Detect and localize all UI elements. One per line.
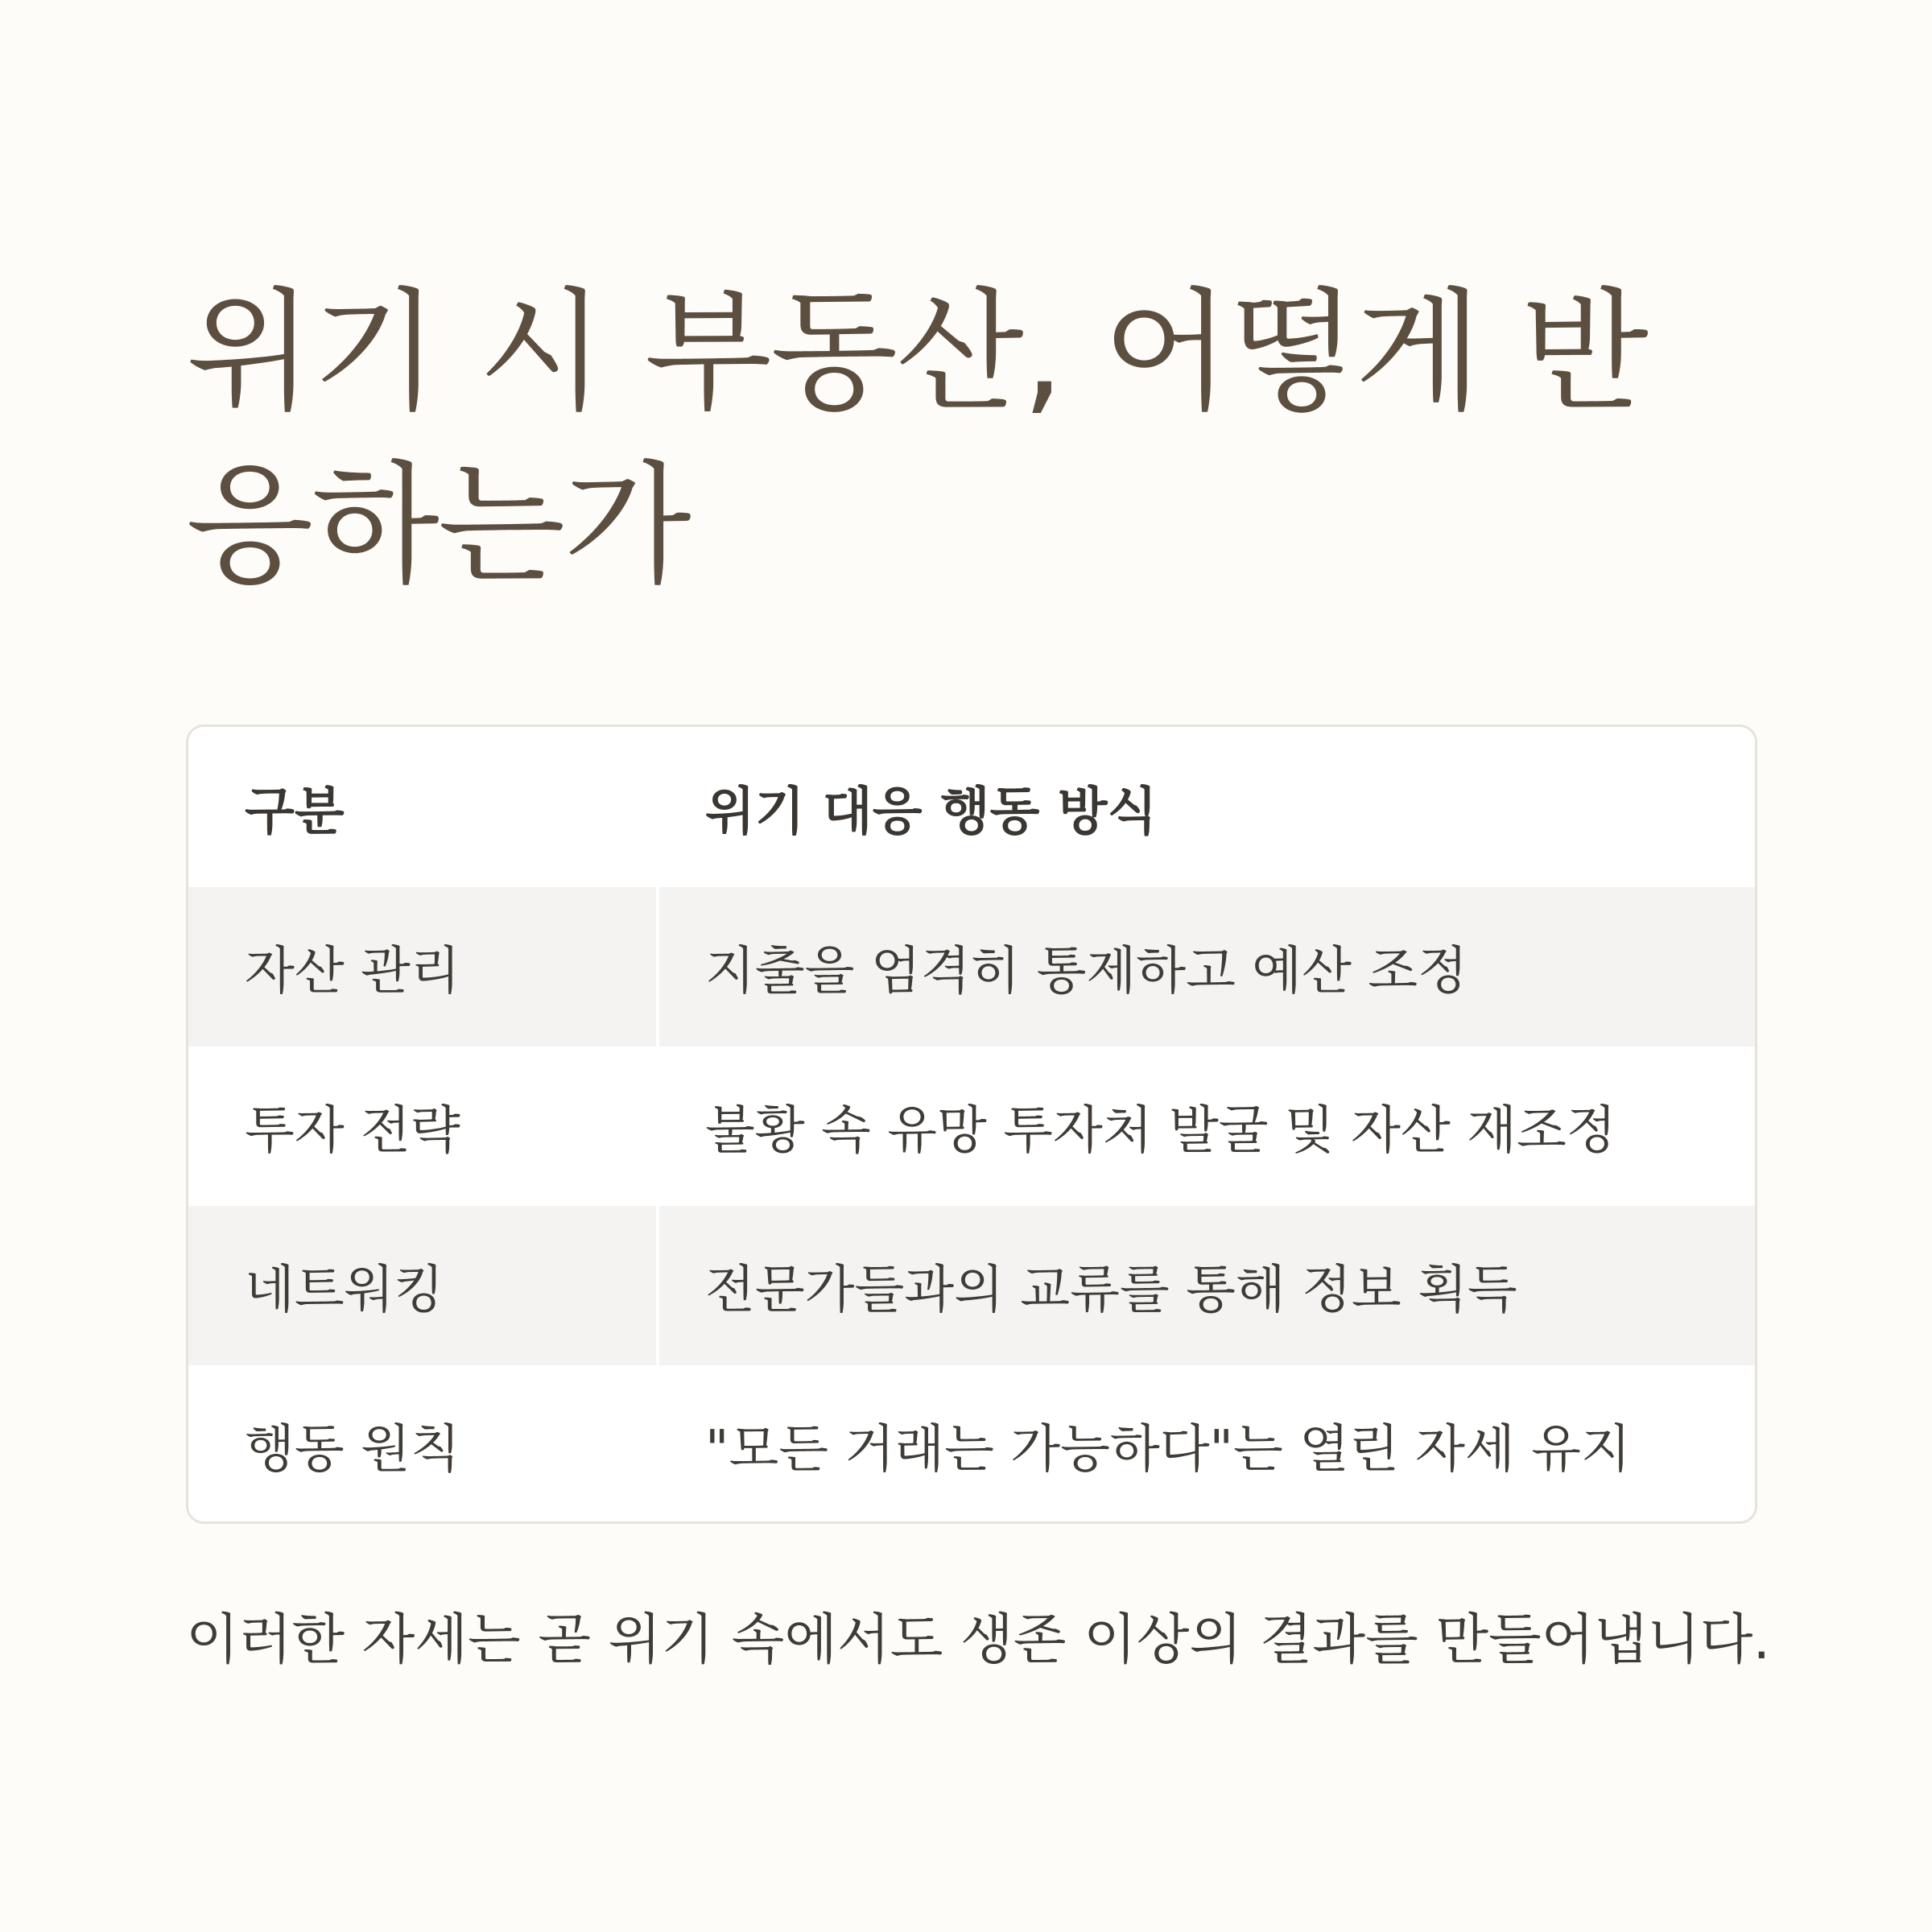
row-category: 투자 전략 bbox=[245, 1101, 460, 1161]
row-action: 불황 속 유망 투자처 발굴 및 자산 재조정 bbox=[705, 1101, 1616, 1161]
row-action: 전문가들과의 교류를 통해 정보 획득 bbox=[705, 1261, 1517, 1320]
summary-text: 이러한 자세는 곧 위기 속에서도 생존 이상의 결과를 만들어냅니다. bbox=[186, 1608, 1771, 1672]
response-table bbox=[186, 724, 1757, 1524]
table-header-row bbox=[188, 727, 1755, 887]
row-action: 지출을 엄격히 통제하고 예산 조정 bbox=[705, 942, 1468, 1001]
header-category: 구분 bbox=[245, 782, 345, 842]
table-row bbox=[188, 1365, 1755, 1524]
page-title: 위기 시 부동산, 어떻게 반응하는가 bbox=[186, 275, 1647, 602]
header-action: 위기 대응 행동 방식 bbox=[705, 782, 1158, 842]
table-row bbox=[188, 1046, 1755, 1206]
table-row bbox=[188, 1206, 1755, 1365]
row-category: 자산 관리 bbox=[188, 887, 659, 1046]
row-action: "모든 거래는 가능하다"는 열린 자세 유지 bbox=[705, 1420, 1631, 1480]
row-category: 행동 원칙 bbox=[245, 1420, 460, 1480]
row-category: 네트워킹 bbox=[188, 1206, 659, 1365]
table-row bbox=[188, 887, 1755, 1046]
